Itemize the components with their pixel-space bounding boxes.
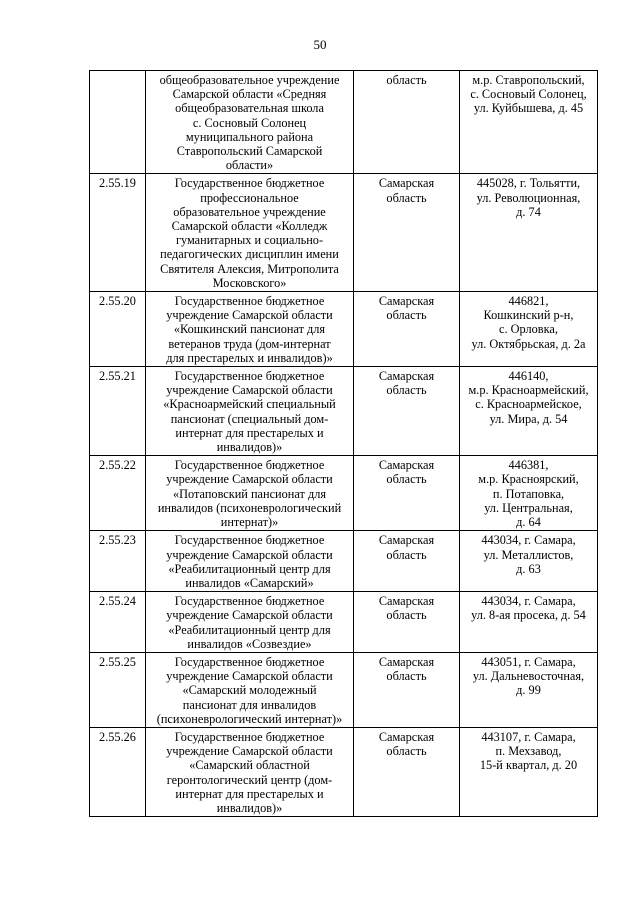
region-line: область <box>386 472 427 487</box>
region-cell <box>354 367 460 456</box>
row-number: 2.55.19 <box>90 174 146 292</box>
address-line: Кошкинский р-н, <box>483 308 574 323</box>
address-line: с. Красноармейское, <box>475 397 582 412</box>
table-row <box>90 71 598 174</box>
region-line: область <box>386 608 427 623</box>
name-line: интернат для престарелых и <box>175 786 324 801</box>
table-row <box>90 531 598 592</box>
address-line: 443107, г. Самара, <box>481 729 576 744</box>
address-line: 443034, г. Самара, <box>481 533 576 548</box>
row-number: 2.55.24 <box>90 592 146 653</box>
name-line: «Потаповский пансионат для <box>173 486 326 501</box>
address-cell <box>460 292 598 367</box>
name-line: учреждение Самарской области <box>166 744 333 759</box>
institution-name-cell <box>146 592 354 653</box>
page-number: 50 <box>313 37 327 52</box>
address-cell <box>460 592 598 653</box>
table-row <box>90 592 598 653</box>
region-line: Самарская <box>378 294 435 309</box>
registry-rows <box>90 71 598 817</box>
table-row <box>90 727 598 816</box>
region-line: Самарская <box>378 594 435 609</box>
name-line: образовательное учреждение <box>173 204 326 219</box>
registry-table <box>89 70 598 817</box>
region-cell <box>354 174 460 292</box>
region-cell <box>354 592 460 653</box>
name-line: пансионат для инвалидов <box>182 697 317 712</box>
region-line: Самарская <box>378 729 435 744</box>
table-row <box>90 456 598 531</box>
address-line: 443034, г. Самара, <box>481 594 576 609</box>
address-cell <box>460 456 598 531</box>
name-line: профессиональное <box>200 190 299 205</box>
name-line: учреждение Самарской области <box>166 472 333 487</box>
row-number <box>90 71 146 174</box>
address-line: ул. Октябрьская, д. 2а <box>471 336 586 351</box>
address-line: ул. 8-ая просека, д. 54 <box>471 608 586 623</box>
address-cell <box>460 174 598 292</box>
region-cell <box>354 727 460 816</box>
address-line: д. 74 <box>516 204 541 219</box>
name-line: «Кошкинский пансионат для <box>173 322 326 337</box>
name-line: Государственное бюджетное <box>174 458 325 473</box>
table-row <box>90 367 598 456</box>
table-row <box>90 292 598 367</box>
name-line: гуманитарных и социально- <box>175 233 324 248</box>
institution-name-cell <box>146 456 354 531</box>
address-line: м.р. Красноармейский, <box>468 383 589 398</box>
name-line: Святителя Алексия, Митрополита <box>160 261 339 276</box>
region-cell <box>354 456 460 531</box>
region-line: область <box>386 383 427 398</box>
address-cell <box>460 652 598 727</box>
name-line: общеобразовательная школа <box>175 101 324 116</box>
address-line: с. Сосновый Солонец, <box>470 87 587 102</box>
name-line: Государственное бюджетное <box>174 594 325 609</box>
institution-name-cell <box>146 174 354 292</box>
address-line: ул. Металлистов, <box>483 547 574 562</box>
address-line: ул. Дальневосточная, <box>472 669 585 684</box>
address-line: п. Мехзавод, <box>495 744 562 759</box>
institution-name-cell <box>146 531 354 592</box>
table-row <box>90 652 598 727</box>
address-line: м.р. Ставропольский, <box>472 73 585 87</box>
region-line: область <box>386 308 427 323</box>
row-number: 2.55.20 <box>90 292 146 367</box>
address-line: с. Орловка, <box>499 322 558 337</box>
name-line: Государственное бюджетное <box>174 533 325 548</box>
address-cell <box>460 367 598 456</box>
name-line: инвалидов «Самарский» <box>185 575 314 590</box>
region-line: область <box>386 744 427 759</box>
region-cell <box>354 71 460 174</box>
name-line: «Реабилитационный центр для <box>168 622 331 637</box>
name-line: Московского» <box>212 275 287 290</box>
institution-name-cell <box>146 727 354 816</box>
name-line: инвалидов (психоневрологический <box>157 500 342 515</box>
name-line: области» <box>225 158 274 173</box>
name-line: Самарской области «Средняя <box>172 87 327 102</box>
name-line: Ставропольский Самарской <box>176 144 323 159</box>
region-line: Самарская <box>378 458 435 473</box>
name-line: учреждение Самарской области <box>166 669 333 684</box>
name-line: учреждение Самарской области <box>166 308 333 323</box>
region-cell <box>354 652 460 727</box>
name-line: «Красноармейский специальный <box>163 397 336 412</box>
name-line: пансионат (специальный дом- <box>170 411 329 426</box>
name-line: учреждение Самарской области <box>166 383 333 398</box>
region-line: область <box>386 73 427 87</box>
region-line: область <box>386 669 427 684</box>
address-line: п. Потаповка, <box>492 486 565 501</box>
name-line: с. Сосновый Солонец <box>192 115 307 130</box>
table-row <box>90 174 598 292</box>
row-number: 2.55.22 <box>90 456 146 531</box>
address-line: д. 64 <box>516 515 541 530</box>
name-line: Государственное бюджетное <box>174 654 325 669</box>
institution-name-cell <box>146 652 354 727</box>
address-cell <box>460 71 598 174</box>
name-line: для престарелых и инвалидов)» <box>166 350 333 365</box>
region-line: область <box>386 190 427 205</box>
row-number: 2.55.25 <box>90 652 146 727</box>
name-line: Государственное бюджетное <box>174 729 325 744</box>
institution-name-cell <box>146 367 354 456</box>
address-line: 443051, г. Самара, <box>481 654 576 669</box>
row-number: 2.55.21 <box>90 367 146 456</box>
row-number: 2.55.23 <box>90 531 146 592</box>
name-line: Государственное бюджетное <box>174 176 325 191</box>
name-line: интернат для престарелых и <box>175 425 324 440</box>
institution-name-cell <box>146 71 354 174</box>
region-line: область <box>386 547 427 562</box>
address-line: ул. Центральная, <box>484 500 573 515</box>
name-line: учреждение Самарской области <box>166 608 333 623</box>
name-line: «Самарский молодежный <box>182 683 317 698</box>
name-line: Самарской области «Колледж <box>171 219 328 234</box>
region-line: Самарская <box>378 176 435 191</box>
name-line: инвалидов «Созвездие» <box>187 636 312 651</box>
address-line: 446140, <box>508 369 549 384</box>
address-line: 15-й квартал, д. 20 <box>479 758 578 773</box>
region-line: Самарская <box>378 369 435 384</box>
region-cell <box>354 531 460 592</box>
name-line: «Самарский областной <box>189 758 310 773</box>
address-line: ул. Мира, д. 54 <box>489 411 568 426</box>
name-line: Государственное бюджетное <box>174 369 325 384</box>
name-line: общеобразовательное учреждение <box>159 73 340 87</box>
name-line: Государственное бюджетное <box>174 294 325 309</box>
address-line: 445028, г. Тольятти, <box>476 176 581 191</box>
name-line: муниципального района <box>185 129 314 144</box>
address-line: д. 63 <box>516 561 541 576</box>
name-line: геронтологический центр (дом- <box>166 772 333 787</box>
address-line: д. 99 <box>516 683 541 698</box>
name-line: учреждение Самарской области <box>166 547 333 562</box>
address-line: ул. Куйбышева, д. 45 <box>473 101 584 116</box>
name-line: ветеранов труда (дом-интернат <box>168 336 331 351</box>
address-cell <box>460 727 598 816</box>
name-line: (психоневрологический интернат)» <box>156 711 343 726</box>
name-line: инвалидов)» <box>216 440 283 455</box>
region-cell <box>354 292 460 367</box>
address-line: м.р. Красноярский, <box>478 472 579 487</box>
address-line: ул. Революционная, <box>476 190 581 205</box>
address-cell <box>460 531 598 592</box>
name-line: педагогических дисциплин имени <box>160 247 339 262</box>
name-line: инвалидов)» <box>216 800 283 815</box>
region-line: Самарская <box>378 654 435 669</box>
row-number: 2.55.26 <box>90 727 146 816</box>
address-line: 446821, <box>508 294 549 309</box>
region-line: Самарская <box>378 533 435 548</box>
address-line: 446381, <box>508 458 549 473</box>
name-line: «Реабилитационный центр для <box>168 561 331 576</box>
institution-name-cell <box>146 292 354 367</box>
name-line: интернат)» <box>220 515 279 530</box>
